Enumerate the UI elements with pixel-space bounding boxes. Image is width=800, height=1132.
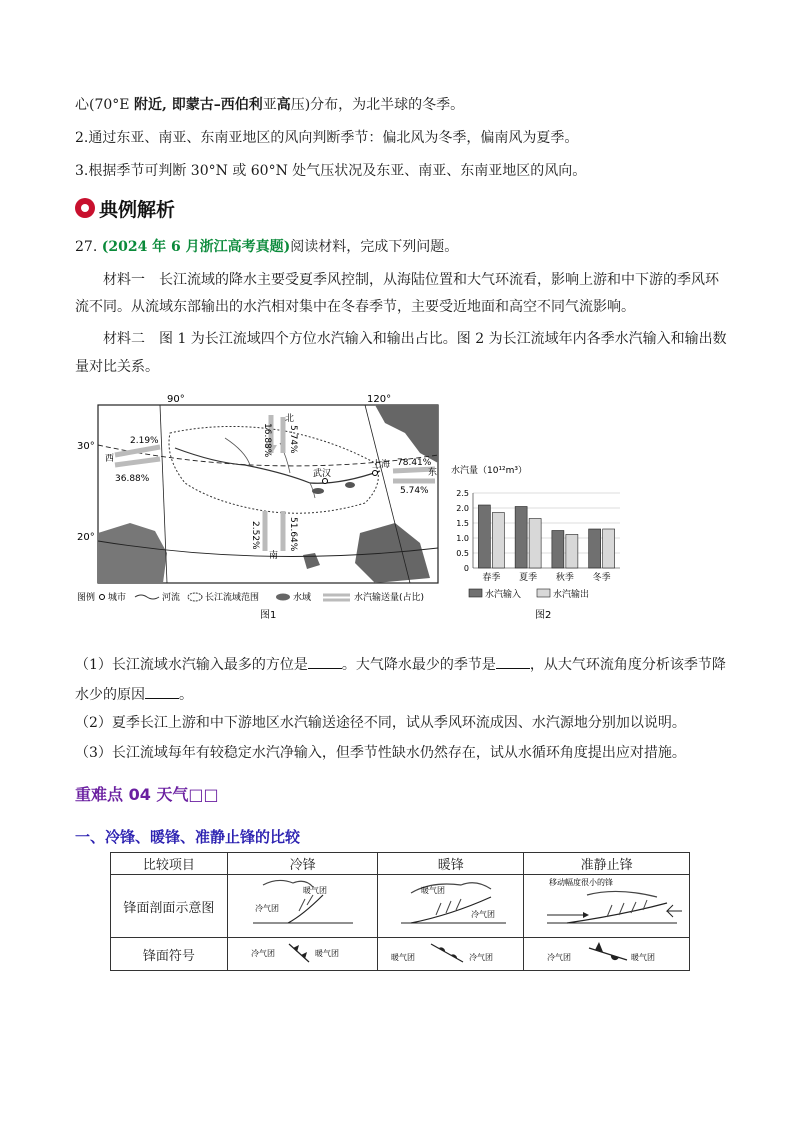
arrow-left [667,905,682,917]
intro-text: 高 [276,97,291,113]
bar-input [515,507,527,569]
y-tick-label: 0.5 [456,549,469,558]
q1-text: 。大气降水最少的季节是 [341,657,496,673]
question-header [75,238,458,256]
symbol-left-label: 冷气团 [546,953,571,962]
intro-text: 心(70°E [75,97,134,113]
intro-line-1 [75,96,464,114]
answer-blank[interactable] [308,654,342,669]
q3-line: （3）长江流域每年有较稳定水汽净输入，但季节性缺水仍然存在，试从水循环角度提出应对措施。 [75,745,686,761]
section-marker-icon [75,198,95,218]
y-tick-label: 0 [463,564,469,573]
y-tick-label: 1.0 [456,534,469,543]
key-point-heading: 重难点 04 天气□□ [75,785,219,804]
q2-line: （2）夏季长江上游和中下游地区水汽输送途径不同，试从季风环流成因、水汽源地分别加以说明。 [75,715,686,731]
front-symbol-line [431,944,463,962]
intro-text: 附近 [133,97,162,113]
chart-caption: 图2 [535,610,552,621]
legend-title: 图例 [77,593,96,603]
bar-input [552,531,564,569]
legend-river-icon [135,595,159,599]
legend-water-icon [276,594,290,601]
legend-output-swatch [537,589,550,597]
warm-mass-label: 暖气团 [420,886,445,895]
row-label: 锋面符号 [111,938,228,971]
question-source: (2024 年 6 月浙江高考真题) [101,239,291,255]
chart-ylabel: 水汽量（10¹²m³） [451,466,528,476]
material2-line2: 量对比关系。 [75,359,159,375]
city-dot [323,479,328,484]
legend-input-label: 水汽输入 [485,590,522,600]
cold-front-symbol [233,938,373,966]
legend-vapor: 水汽输送量(占比) [354,593,425,603]
warm-front-symbol-cell [378,938,524,971]
intro-text: )分布，为北半球的冬季。 [304,97,465,113]
legend-input-swatch [469,589,482,597]
legend-vapor-icon [323,595,350,600]
symbol-right-label: 冷气团 [468,953,493,962]
lake [312,488,324,494]
stationary-front-diagram-cell [524,875,690,938]
rain-icon [436,899,461,915]
warm-front-diagram-cell [378,875,524,938]
material1-line2: 流不同。从流域东部输出的水汽相对集中在冬春季节，主要受近地面和高空不同气流影响。 [75,299,635,315]
lat-20-label: 20° [77,532,95,543]
bar-output [603,529,615,568]
legend-city: 城市 [108,593,127,603]
legend-output-label: 水汽输出 [553,590,590,600]
rain-icon [607,900,647,917]
map-caption: 图1 [260,610,277,621]
x-tick-label: 秋季 [555,573,574,583]
legend-city-icon [100,595,105,600]
y-tick-label: 2.0 [456,504,469,513]
intro-text: 压 [290,97,305,113]
chart-bars [478,505,614,568]
question-prompt: 阅读材料，完成下列问题。 [290,239,459,255]
warm-mass-label: 暖气团 [302,886,327,895]
answer-blank[interactable] [496,654,530,669]
front-symbol-line [589,948,627,960]
table-header-cell: 暖锋 [378,853,524,875]
symbol-right-label: 暖气团 [314,949,339,958]
west-in-pct: 2.19% [130,436,159,446]
stationary-front-diagram [527,875,687,933]
q1-text: （1）长江流域水汽输入最多的方位是 [75,657,308,673]
cold-mass-label: 冷气团 [470,910,495,919]
x-tick-label: 夏季 [519,573,538,583]
answer-blank[interactable] [145,684,179,699]
city-label: 武汉 [313,469,332,479]
material1-line1: 材料一 长江流域的降水主要受夏季风控制，从海陆位置和大气环流看，影响上游和中下游的季风环 [103,272,719,288]
front-line [288,895,323,923]
east-out-pct: 5.74% [400,486,429,496]
triangle-marks [293,945,307,959]
bar-input [478,505,490,568]
south-label: 南 [269,551,279,561]
lon-90-label: 90° [167,394,185,405]
map-figure [77,394,438,621]
lon-120-label: 120° [367,394,392,405]
chart-xticks [482,571,610,583]
warm-front-symbol [381,938,521,966]
north-in-pct: 16.88% [262,423,272,458]
north-label: 北 [285,414,295,424]
city-label: 上海 [372,460,391,470]
west-out-pct: 36.88% [115,474,150,484]
east-label: 东 [428,468,438,478]
table-header-cell: 比较项目 [111,853,228,875]
q1-text: 水少的原因 [75,687,145,703]
material2-line1: 材料二 图 1 为长江流域四个方位水汽输入和输出占比。图 2 为长江流域年内各季水汽输入和输出数 [103,331,727,347]
south-in-pct: 2.52% [250,521,260,550]
intro-text: –西伯利 [213,97,263,113]
legend-basin-icon [188,593,202,601]
symbol-right-label: 暖气团 [630,953,655,962]
intro-line-2: 2.通过东亚、南亚、东南亚地区的风向判断季节：偏北风为冬季，偏南风为夏季。 [75,130,579,146]
bar-chart [451,464,620,621]
stationary-front-symbol-cell [524,938,690,971]
bar-output [529,519,541,569]
row-label: 锋面剖面示意图 [111,875,228,938]
section-header [75,195,175,221]
cold-front-diagram-cell [227,875,378,938]
y-tick-label: 2.5 [456,489,469,498]
x-tick-label: 春季 [482,573,501,583]
q1-text: ，从大气环流角度分析该季节降 [529,657,726,673]
stationary-front-symbol [527,938,687,966]
table-row [111,938,690,971]
arrow-head [583,912,589,918]
front-line [567,903,667,923]
q1-line2 [75,684,193,704]
cloud-icon [587,891,657,897]
warm-front-diagram [381,875,521,933]
legend-river: 河流 [162,593,181,603]
bar-output [566,534,578,568]
east-in-pct: 78.41% [397,458,432,468]
cold-front-symbol-cell [227,938,378,971]
legend-water: 水域 [293,593,312,603]
cold-front-diagram [233,875,373,933]
table-row [111,875,690,938]
x-tick-label: 冬季 [592,573,611,583]
stationary-note: 移动幅度很小的锋 [548,878,613,887]
symbol-left-label: 暖气团 [390,953,415,962]
figure-group [75,393,635,623]
comparison-heading: 一、冷锋、暖锋、准静止锋的比较 [75,828,301,846]
south-out-pct: 51.64% [288,517,298,552]
lat-30-label: 30° [77,441,95,452]
north-out-pct: 5.74% [288,425,298,454]
section-title: 典例解析 [99,198,176,221]
city-dot [373,471,378,476]
bar-input [589,529,601,568]
question-number: 27. [75,239,98,255]
table-header-cell: 冷锋 [227,853,378,875]
q1-line1 [75,654,726,674]
intro-text: , 即蒙古 [161,97,214,113]
front-comparison-table [110,852,690,971]
west-label: 西 [105,454,115,464]
chart-yticks [456,489,469,573]
y-tick-label: 1.5 [456,519,469,528]
table-header-cell: 准静止锋 [524,853,690,875]
q1-text: 。 [179,687,193,703]
cold-mass-label: 冷气团 [254,904,279,913]
intro-text: 亚 [262,97,277,113]
lake [345,482,355,488]
table-header-row [111,853,690,875]
rain-icon [299,895,313,911]
bar-output [492,513,504,569]
symbol-left-label: 冷气团 [250,949,275,958]
intro-line-3: 3.根据季节可判断 30°N 或 60°N 处气压状况及东亚、南亚、东南亚地区的风向。 [75,163,587,179]
legend-basin: 长江流域范围 [205,593,260,603]
